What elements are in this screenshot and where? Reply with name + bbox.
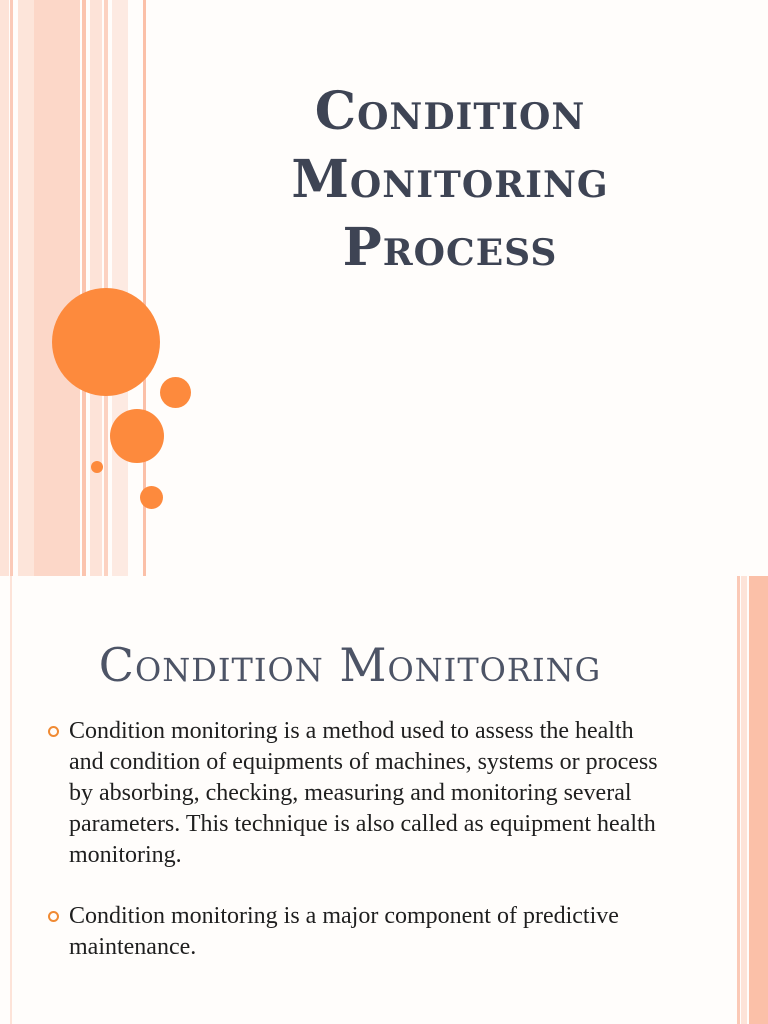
decorative-stripe: [0, 0, 9, 576]
circle-decoration-icon: [140, 486, 163, 509]
decorative-stripe: [10, 576, 12, 1024]
slide-title-line: Process: [342, 217, 558, 278]
circle-decoration-icon: [110, 409, 164, 463]
bullet-text: Condition monitoring is a major component of predictive maintenance.: [69, 903, 619, 960]
circle-decoration-icon: [160, 377, 191, 408]
list-item: [48, 716, 668, 871]
bullet-text: Condition monitoring is a method used to assess the health and condition of equipments of machines, systems or process by absorbing, checking, measuring and monitoring several parameters. This technique is also called as equipment health monitoring.: [69, 718, 658, 868]
bullet-ring-icon: [48, 726, 59, 737]
list-item: [48, 901, 668, 963]
slide-title-line: Condition: [314, 81, 586, 142]
decorative-stripe: [82, 0, 86, 576]
decorative-stripe: [10, 0, 13, 576]
decorative-stripe: [749, 576, 768, 1024]
slide-title-line: Monitoring: [291, 149, 609, 210]
decorative-stripe: [741, 576, 747, 1024]
slide-title: [190, 78, 710, 282]
circle-decoration-icon: [91, 461, 103, 473]
bullet-list: [48, 716, 668, 963]
decorative-stripe: [18, 0, 34, 576]
bullet-ring-icon: [48, 911, 59, 922]
circle-decoration-icon: [52, 288, 160, 396]
section-title: Condition Monitoring: [98, 638, 602, 692]
decorative-stripe: [34, 0, 80, 576]
decorative-stripe: [737, 576, 740, 1024]
